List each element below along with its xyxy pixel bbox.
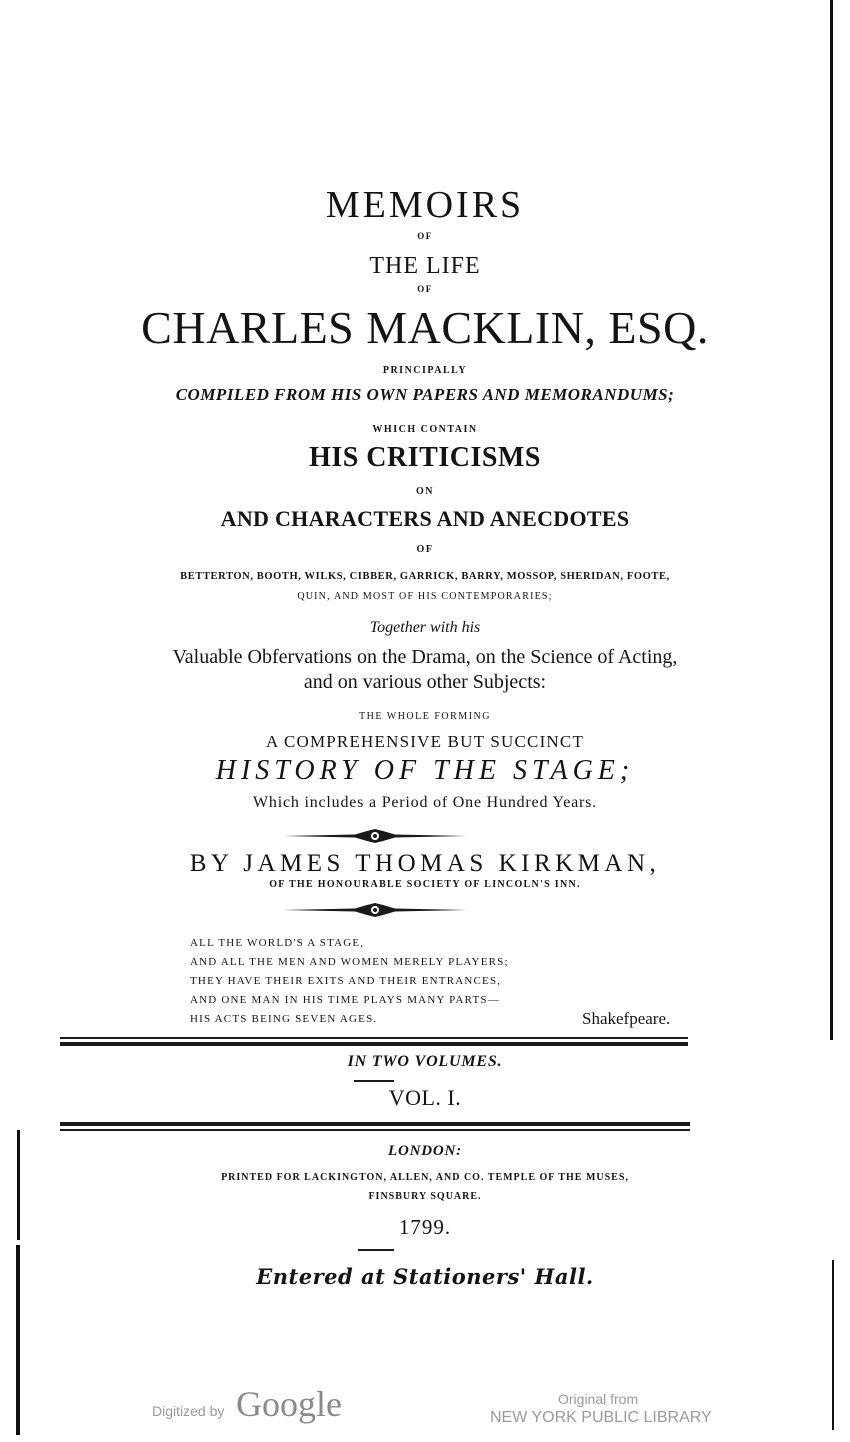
principally-label: PRINCIPALLY	[382, 365, 468, 376]
epigraph-attribution: Shakefpeare.	[582, 1009, 671, 1028]
which-contain-label: WHICH CONTAIN	[372, 424, 478, 435]
observations-line-2: and on various other Subjects:	[303, 671, 547, 693]
volumes-line: IN TWO VOLUMES.	[347, 1053, 503, 1070]
together-line: Together with his	[369, 619, 481, 636]
double-rule-bottom-a	[60, 1122, 690, 1126]
volume-number: VOL. I.	[388, 1085, 462, 1110]
google-logo: Google	[236, 1384, 342, 1424]
epigraph-line-1: ALL THE WORLD'S A STAGE,	[190, 937, 365, 949]
characters-heading: AND CHARACTERS AND ANECDOTES	[220, 506, 630, 531]
his-criticisms-heading: HIS CRITICISMS	[309, 442, 541, 473]
printer-line-1: PRINTED FOR LACKINGTON, ALLEN, AND CO. TEMPLE OF THE MUSES,	[221, 1172, 629, 1183]
on-connector: ON	[416, 486, 434, 497]
double-rule-bottom-b	[60, 1129, 690, 1131]
double-rule-top-b	[60, 1042, 688, 1046]
history-of-the-stage: HISTORY OF THE STAGE;	[215, 755, 635, 786]
epigraph-line-5: HIS ACTS BEING SEVEN AGES.	[190, 1013, 378, 1025]
digitized-by-label: Digitized by	[152, 1403, 225, 1419]
comprehensive-line: A COMPREHENSIVE BUT SUCCINCT	[265, 732, 585, 751]
compiled-line: COMPILED FROM HIS OWN PAPERS AND MEMORANDUMS;	[175, 385, 675, 404]
actors-line-2: QUIN, AND MOST OF HIS CONTEMPORARIES;	[297, 591, 553, 602]
epigraph-line-3: THEY HAVE THEIR EXITS AND THEIR ENTRANCES,	[190, 975, 502, 987]
observations-line-1: Valuable Obfervations on the Drama, on the Science of Acting,	[172, 646, 678, 668]
actors-line-1: BETTERTON, BOOTH, WILKS, CIBBER, GARRICK, BARRY, MOSSOP, SHERIDAN, FOOTE,	[180, 571, 670, 582]
ornamental-divider-top	[283, 829, 467, 843]
year-underline	[358, 1249, 394, 1251]
of-connector-3: OF	[416, 544, 434, 555]
imprint-city: LONDON:	[388, 1143, 462, 1159]
ornamental-divider-bottom	[283, 903, 467, 917]
society-line: OF THE HONOURABLE SOCIETY OF LINCOLN'S INN.	[269, 879, 581, 890]
double-rule-top-a	[60, 1037, 688, 1039]
author-line: BY JAMES THOMAS KIRKMAN,	[189, 850, 661, 877]
holding-library-label: NEW YORK PUBLIC LIBRARY	[490, 1409, 712, 1426]
the-life-heading: THE LIFE	[369, 253, 481, 279]
entered-at-stationers-hall: Entered at Stationers' Hall.	[256, 1264, 594, 1289]
volume-overline	[354, 1080, 394, 1082]
book-title: MEMOIRS	[325, 184, 525, 226]
epigraph-line-4: AND ONE MAN IN HIS TIME PLAYS MANY PARTS—	[190, 994, 500, 1006]
of-connector-1: OF	[417, 231, 433, 241]
whole-forming-label: THE WHOLE FORMING	[359, 711, 491, 722]
of-connector-2: OF	[417, 284, 433, 294]
period-line: Which includes a Period of One Hundred Years.	[253, 794, 597, 811]
subject-name: CHARLES MACKLIN, ESQ.	[141, 302, 709, 353]
printer-line-2: FINSBURY SQUARE.	[368, 1191, 482, 1202]
original-from-label: Original from	[558, 1391, 639, 1407]
epigraph-line-2: AND ALL THE MEN AND WOMEN MERELY PLAYERS;	[190, 956, 509, 968]
imprint-year: 1799.	[398, 1215, 452, 1239]
